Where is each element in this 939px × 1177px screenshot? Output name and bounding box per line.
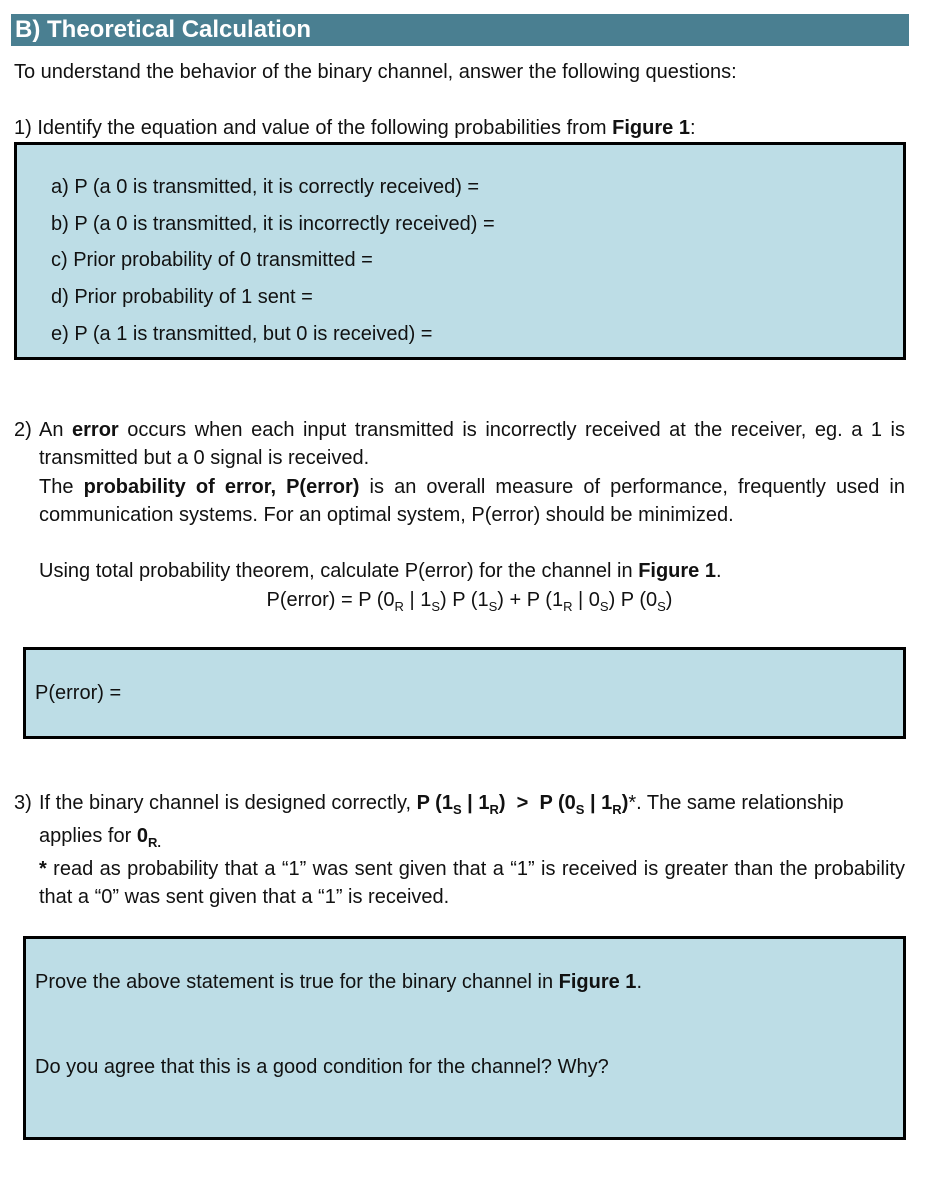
prove-prompt: Prove the above statement is true for the binary channel in Figure 1.: [35, 971, 642, 993]
q2-answer-box[interactable]: [23, 647, 906, 739]
q2-paragraph-3: Using total probability theorem, calculate P(error) for the channel in Figure 1.: [39, 560, 722, 582]
figure-ref: Figure 1: [612, 117, 690, 139]
q1-item-e: e) P (a 1 is transmitted, but 0 is received) =: [51, 323, 433, 345]
q1-item-b: b) P (a 0 is transmitted, it is incorrectly received) =: [51, 213, 495, 235]
q3-answer-box[interactable]: [23, 936, 906, 1140]
q1-item-d: d) Prior probability of 1 sent =: [51, 286, 313, 308]
q1-prompt: 1) Identify the equation and value of the following probabilities from Figure 1:: [14, 117, 696, 139]
q2-paragraph-1: An error occurs when each input transmitted is incorrectly received at the receiver, eg. a 1 is transmitted but a 0 signal is received.: [39, 419, 905, 469]
q1-item-c: c) Prior probability of 0 transmitted =: [51, 249, 373, 271]
q1-answer-box[interactable]: [14, 142, 906, 360]
q3-number: 3): [14, 792, 32, 814]
q3-line-2: applies for $0_{R.}$: [39, 825, 161, 850]
q3-footnote: * read as probability that a “1” was sent given that a “1” is received is greater than the probability that a “0” was sent given that a “1” is received.: [39, 858, 905, 908]
agree-prompt: Do you agree that this is a good condition for the channel? Why?: [35, 1056, 609, 1078]
q2-paragraph-2: The probability of error, P(error) is an overall measure of performance, frequently used in communication systems. For an optimal system, P(error) should be minimized.: [39, 476, 905, 526]
p-error-label: P(error) =: [35, 682, 122, 704]
q1-item-a: a) P (a 0 is transmitted, it is correctly received) =: [51, 176, 480, 198]
q3-line-1: If the binary channel is designed correctly, P ($1_S$ | $1_R) > P$ ($0_S$ | $1_R)*$. The same relationship: [39, 792, 844, 817]
section-title: B) Theoretical Calculation: [11, 14, 909, 46]
intro-text: To understand the behavior of the binary channel, answer the following questions:: [14, 61, 737, 83]
total-probability-formula: P(error) = P ($0_R$ | $1_S$) P $(1_S) + P$ ($1_R$ | $0_S$) P $(0_S)$: [266, 589, 673, 614]
q2-number: 2): [14, 419, 32, 441]
